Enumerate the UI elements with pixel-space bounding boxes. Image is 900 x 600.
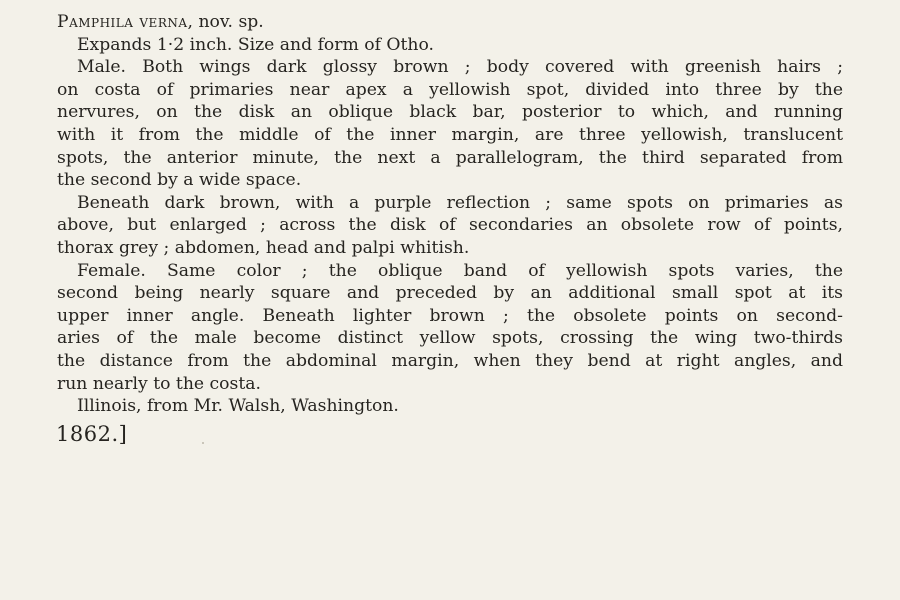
text-line: Beneath dark brown, with a purple reflection ; same spots on primaries as <box>77 192 843 213</box>
text-line: the second by a wide space. <box>57 170 302 191</box>
text-line: upper inner angle. Beneath lighter brown ; the obsolete points on second- <box>57 305 843 326</box>
species-heading <box>57 11 843 34</box>
species-suffix: , nov. sp. <box>187 12 264 32</box>
species-description <box>57 11 843 418</box>
text-line: the distance from the abdominal margin, when they bend at right angles, and <box>57 350 843 371</box>
text-line: nervures, on the disk an oblique black bar, posterior to which, and running <box>57 102 843 123</box>
text-line: Expands 1·2 inch. Size and form of Otho. <box>77 34 435 55</box>
species-name: Pamphila verna <box>57 12 188 32</box>
text-line: above, but enlarged ; across the disk of secondaries an obsolete row of points, <box>57 215 843 236</box>
text-line: Female. Same color ; the oblique band of yellowish spots varies, the <box>77 260 843 281</box>
text-line: Male. Both wings dark glossy brown ; body covered with greenish hairs ; <box>77 57 843 78</box>
text-line: on costa of primaries near apex a yellowish spot, divided into three by the <box>57 79 843 100</box>
page-number: 1862.] <box>56 422 128 446</box>
text-line: aries of the male become distinct yellow spots, crossing the wing two-thirds <box>57 328 843 349</box>
text-line: run nearly to the costa. <box>57 373 261 394</box>
text-line: Illinois, from Mr. Walsh, Washington. <box>77 396 399 417</box>
text-line: second being nearly square and preceded by an additional small spot at its <box>57 283 843 304</box>
paper-speck <box>202 442 204 444</box>
text-line: spots, the anterior minute, the next a parallelogram, the third separated from <box>57 147 843 168</box>
text-line: with it from the middle of the inner margin, are three yellowish, translucent <box>57 124 843 145</box>
text-line: thorax grey ; abdomen, head and palpi whitish. <box>57 237 470 258</box>
